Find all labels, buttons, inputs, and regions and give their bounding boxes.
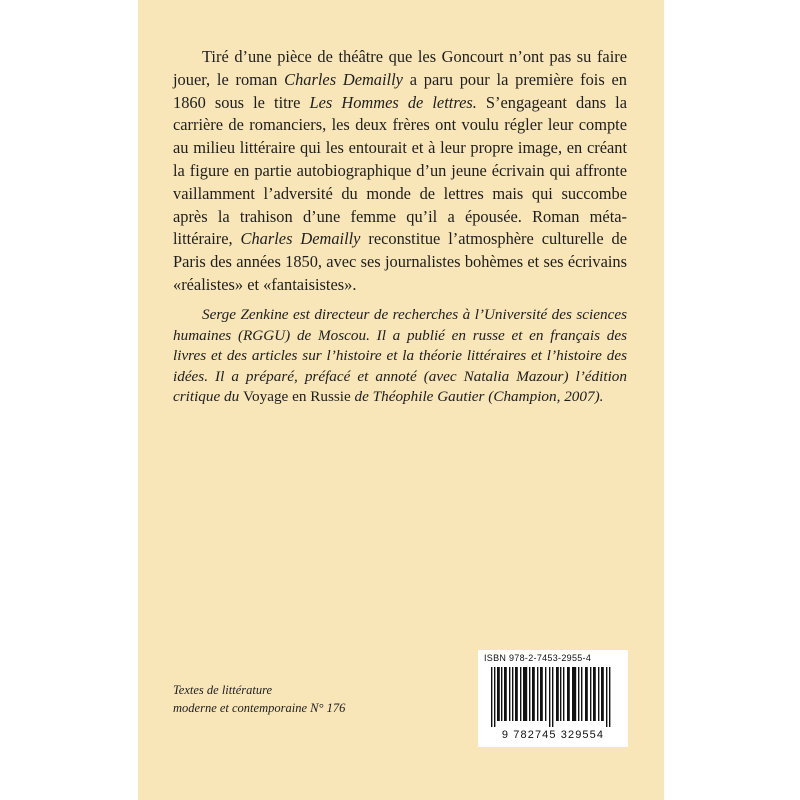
isbn-label: ISBN 978-2-7453-2955-4 xyxy=(484,653,592,663)
isbn-barcode xyxy=(478,650,628,747)
series-line-2: moderne et contemporaine N° 176 xyxy=(173,700,346,715)
bio-text-1: Serge Zenkine est directeur de recherches à l’Université des sciences humaines (RGGU) de Moscou. Il a publié en russe et en français des livres et des articles sur l’histoire et la théorie littéraires et l’histoire des idées. Il a préparé, préfacé et annoté (avec Natalia Mazour) l’édition critique du xyxy=(173,306,627,406)
summary-title-hommes-de-lettres: Les Hommes de lettres. xyxy=(309,92,477,112)
author-bio xyxy=(173,305,627,408)
barcode-bars xyxy=(485,667,621,727)
summary-text-1: Tiré d’une pièce de théâtre que les Goncourt n’ont pas su faire jouer, le roman xyxy=(173,47,627,89)
ean-number: 9 782745 329554 xyxy=(501,729,605,741)
book-summary xyxy=(173,46,627,297)
bio-text-2: de Théophile Gautier (Champion, 2007). xyxy=(350,388,604,406)
series-info xyxy=(173,682,403,717)
summary-text-2: a paru pour la première fois en 1860 sous le titre xyxy=(173,69,627,112)
summary-text-4: reconstitue l’atmosphère culturelle de Paris des années 1850, avec ses journalistes bohèmes et ses écrivains «réalistes» et «fantaisistes». xyxy=(173,229,627,294)
summary-title-charles-demailly-2: Charles Demailly xyxy=(240,229,361,249)
summary-text-3: S’engageant dans la carrière de romanciers, les deux frères ont voulu régler leur compte au milieu littéraire qui les entourait et à leur propre image, en créant la figure en partie autobiographique d’un jeune écrivain qui affronte vaillamment l’adversité du monde de lettres mais qui succombe après la trahison d’une femme qu’il a épousée. Roman méta-littéraire, xyxy=(173,92,627,249)
summary-title-charles-demailly: Charles Demailly xyxy=(284,69,403,89)
bio-work-title: Voyage en Russie xyxy=(243,388,351,406)
series-line-1: Textes de littérature xyxy=(173,683,273,697)
